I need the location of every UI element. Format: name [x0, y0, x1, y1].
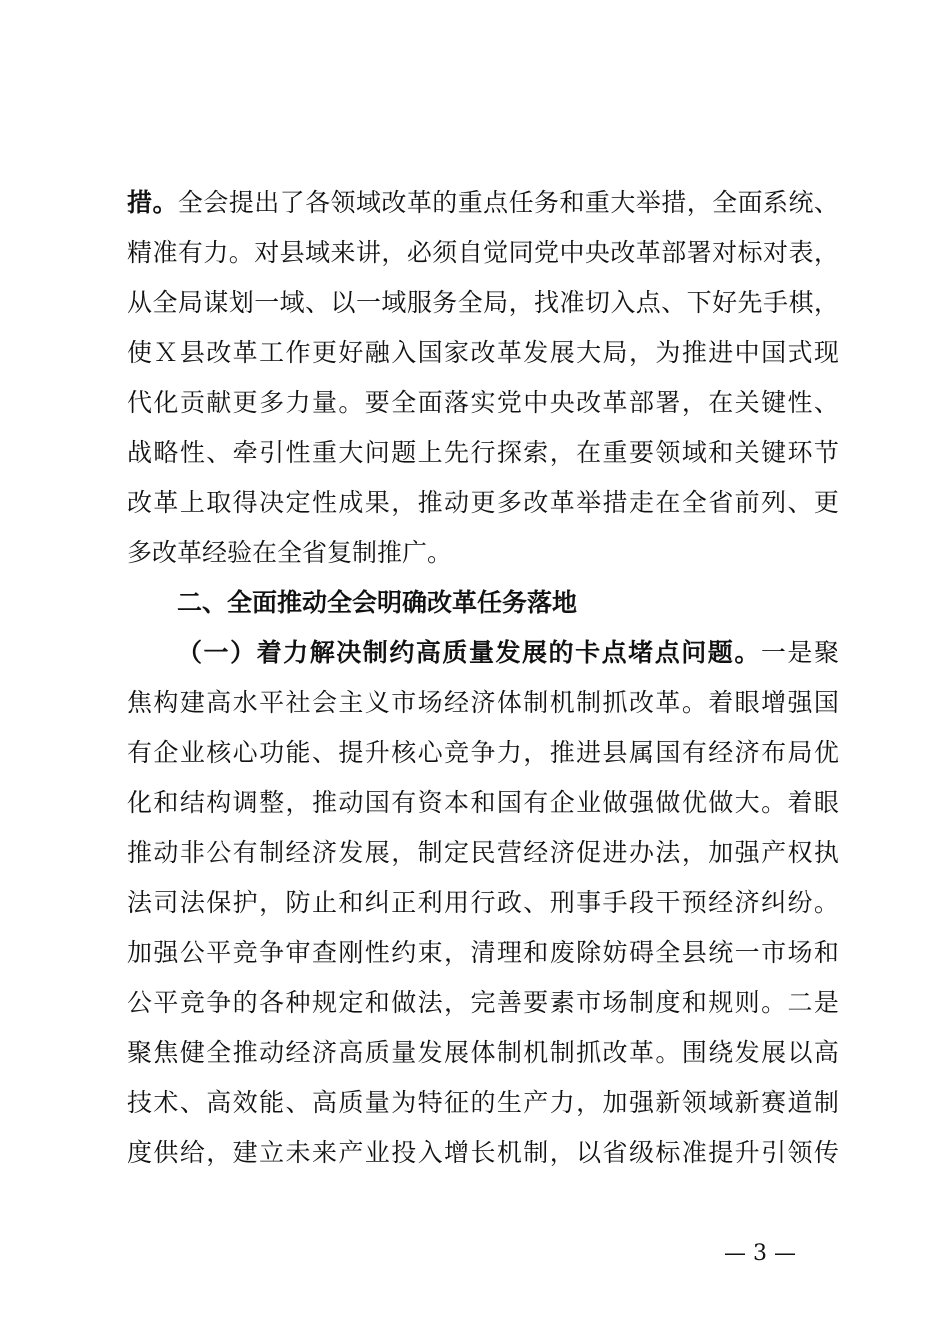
section-heading: 二、全面推动全会明确改革任务落地 [177, 588, 578, 617]
text-line: 战略性、牵引性重大问题上先行探索，在重要领域和关键环节 [127, 438, 841, 467]
subheading: （一）着力解决制约高质量发展的卡点堵点问题。 [177, 638, 761, 667]
text-line: 有企业核心功能、提升核心竞争力，推进县属国有经济布局优 [127, 738, 841, 767]
text-line: 从全局谋划一域、以一域服务全局，找准切入点、下好先手棋， [127, 288, 840, 317]
text-line: 法司法保护，防止和纠正利用行政、刑事手段干预经济纠纷。 [127, 888, 841, 917]
body-text [127, 178, 839, 1178]
text-line: 加强公平竞争审查刚性约束，清理和废除妨碍全县统一市场和 [127, 938, 841, 967]
text-line: 聚焦健全推动经济高质量发展体制机制抓改革。围绕发展以高 [127, 1038, 841, 1067]
text-line: 度供给，建立未来产业投入增长机制，以省级标准提升引领传 [127, 1138, 841, 1167]
text-line: 精准有力。对县域来讲，必须自觉同党中央改革部署对标对表， [127, 238, 840, 267]
bold-lead: 措。 [127, 188, 178, 217]
text-span: 一是聚 [760, 638, 841, 667]
text-line: 公平竞争的各种规定和做法，完善要素市场制度和规则。二是 [127, 988, 841, 1017]
text-line: 使Ｘ县改革工作更好融入国家改革发展大局，为推进中国式现 [127, 338, 841, 367]
text-line [127, 628, 839, 678]
page-number: — 3 — [724, 1241, 796, 1266]
text-line: 推动非公有制经济发展，制定民营经济促进办法，加强产权执 [127, 838, 841, 867]
text-line: 多改革经验在全省复制推广。 [127, 538, 453, 567]
text-line: 技术、高效能、高质量为特征的生产力，加强新领域新赛道制 [127, 1088, 841, 1117]
text-line: 改革上取得决定性成果，推动更多改革举措走在全省前列、更 [127, 488, 841, 517]
text-line: 焦构建高水平社会主义市场经济体制机制抓改革。着眼增强国 [127, 688, 841, 717]
text-line [127, 178, 839, 228]
text-line: 化和结构调整，推动国有资本和国有企业做强做优做大。着眼 [127, 788, 841, 817]
text-span: 全会提出了各领域改革的重点任务和重大举措，全面系统、 [177, 188, 840, 217]
text-line: 代化贡献更多力量。要全面落实党中央改革部署，在关键性、 [127, 388, 841, 417]
